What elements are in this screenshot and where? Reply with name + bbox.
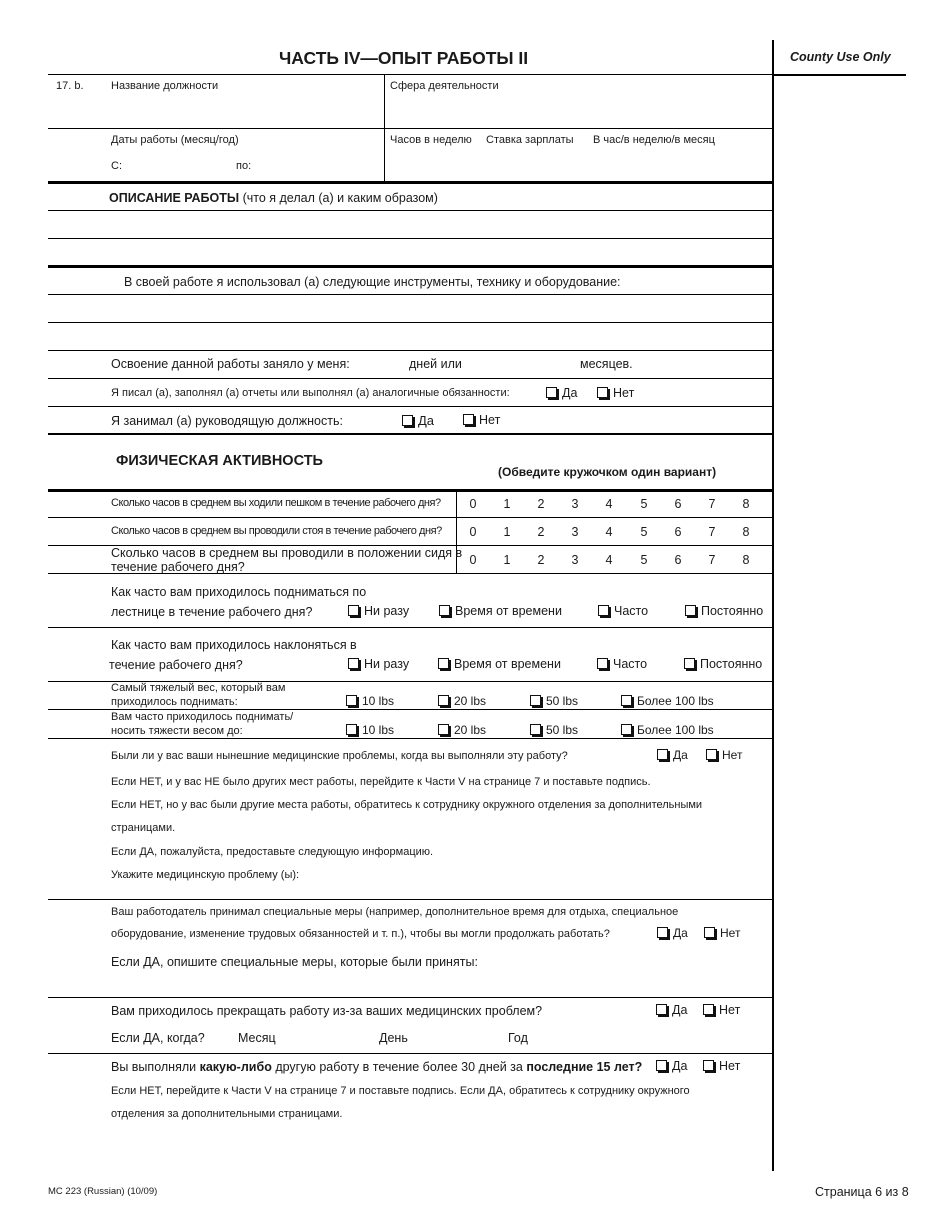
scale-option[interactable]: 4 — [605, 525, 613, 539]
other-note-line1: Если НЕТ, перейдите к Части V на странице 7 и поставьте подпись. Если ДА, обратитесь к сотруднику окружного — [111, 1085, 690, 1097]
from-date-field[interactable]: С: — [111, 160, 122, 172]
option-label: Постоянно — [700, 657, 763, 671]
rule — [48, 350, 772, 351]
medical-if-no-2-line2: страницами. — [111, 822, 176, 834]
job-title-field[interactable]: Название должности — [111, 80, 219, 92]
other-no-label: Нет — [719, 1059, 741, 1073]
scale-option[interactable]: 6 — [674, 497, 682, 511]
stairs-constantly-checkbox[interactable] — [685, 604, 763, 618]
supervisor-label: Я занимал (а) руководящую должность: — [111, 414, 343, 428]
scale-option[interactable]: 2 — [537, 525, 545, 539]
scale-option[interactable]: 5 — [640, 525, 648, 539]
heaviest-line2: приходилось поднимать: — [111, 695, 238, 708]
hours-per-week-field[interactable]: Часов в неделю — [390, 134, 472, 146]
scale-option[interactable]: 8 — [742, 553, 750, 567]
checkbox-icon — [346, 724, 357, 735]
other-yes-label: Да — [672, 1059, 688, 1073]
carry-weight-label — [111, 710, 293, 738]
reports-label: Я писал (а), заполнял (а) отчеты или выполнял (а) аналогичные обязанности: — [111, 387, 510, 399]
checkbox-icon — [597, 387, 608, 398]
carry-100-checkbox[interactable] — [621, 723, 714, 737]
stop-month-field[interactable]: Месяц — [238, 1031, 276, 1045]
stop-day-field[interactable]: День — [379, 1031, 408, 1045]
reports-no-label: Нет — [613, 386, 635, 400]
supervisor-no-label: Нет — [479, 413, 501, 427]
option-label: Часто — [613, 657, 648, 671]
checkbox-icon — [348, 605, 359, 616]
stop-yes-checkbox[interactable] — [656, 1003, 687, 1017]
other-no-checkbox[interactable] — [703, 1059, 740, 1073]
medical-yes-label: Да — [673, 748, 688, 762]
rule — [48, 899, 772, 900]
bend-never-checkbox[interactable] — [348, 657, 409, 671]
option-label: 10 lbs — [362, 694, 395, 708]
scale-option[interactable]: 5 — [640, 553, 648, 567]
stairs-often-checkbox[interactable] — [598, 604, 648, 618]
checkbox-icon — [438, 695, 449, 706]
checkbox-icon — [684, 658, 695, 669]
rule — [48, 378, 772, 379]
other-q-part1: Вы выполняли — [111, 1060, 200, 1074]
scale-option[interactable]: 7 — [708, 525, 716, 539]
scale-option[interactable]: 0 — [469, 553, 477, 567]
supervisor-no-checkbox[interactable] — [463, 413, 500, 427]
checkbox-icon — [346, 695, 357, 706]
sit-hours-line2: течение рабочего дня? — [111, 560, 245, 574]
checkbox-icon — [463, 414, 474, 425]
other-q-part2: другую работу в течение более 30 дней за — [271, 1060, 527, 1074]
rule — [48, 489, 772, 492]
option-label: 10 lbs — [362, 723, 395, 737]
supervisor-yes-checkbox[interactable] — [402, 413, 434, 428]
checkbox-icon — [704, 927, 715, 938]
reports-no-checkbox[interactable] — [597, 386, 634, 400]
heaviest-weight-label — [111, 682, 285, 709]
medical-no-label: Нет — [722, 748, 743, 762]
rule — [48, 997, 772, 998]
stairs-label-line2: лестнице в течение рабочего дня? — [111, 605, 313, 619]
tools-input[interactable] — [48, 296, 772, 348]
checkbox-icon — [438, 724, 449, 735]
rule — [48, 627, 772, 628]
scale-option[interactable]: 6 — [674, 525, 682, 539]
rule — [48, 294, 772, 295]
scale-option[interactable]: 1 — [503, 525, 511, 539]
stop-when-label: Если ДА, когда? — [111, 1031, 205, 1045]
scale-option[interactable]: 7 — [708, 553, 716, 567]
checkbox-icon — [656, 1060, 667, 1071]
carry-line2: носить тяжести весом до: — [111, 725, 243, 737]
dates-label: Даты работы (месяц/год) — [111, 134, 239, 146]
heaviest-10-checkbox[interactable] — [346, 694, 394, 708]
checkbox-icon — [530, 724, 541, 735]
checkbox-icon — [703, 1004, 714, 1015]
reports-yes-label: Да — [562, 386, 578, 400]
stairs-never-checkbox[interactable] — [348, 604, 409, 618]
option-label: Более 100 lbs — [637, 723, 714, 737]
heaviest-line1: Самый тяжелый вес, который вам — [111, 682, 286, 694]
medical-if-no-1: Если НЕТ, и у вас НЕ было других мест работы, перейдите к Части V на странице 7 и поставьте подпись. — [111, 776, 651, 788]
scale-option[interactable]: 3 — [571, 553, 579, 567]
scale-option[interactable]: 5 — [640, 497, 648, 511]
rule — [48, 74, 772, 75]
rule — [48, 181, 772, 184]
walk-hours-label: Сколько часов в среднем вы ходили пешком в течение рабочего дня? — [111, 497, 441, 509]
option-label: Постоянно — [701, 604, 764, 618]
other-q-bold1: какую-либо — [199, 1060, 272, 1074]
checkbox-icon — [656, 1004, 667, 1015]
stairs-sometimes-checkbox[interactable] — [439, 604, 562, 618]
scale-option[interactable]: 7 — [708, 497, 716, 511]
learning-label: Освоение данной работы заняло у меня: — [111, 357, 350, 371]
scale-option[interactable]: 8 — [742, 525, 750, 539]
option-label: Часто — [614, 604, 649, 618]
scale-option[interactable]: 3 — [571, 525, 579, 539]
county-use-label: County Use Only — [790, 50, 891, 64]
job-description-label — [109, 191, 438, 205]
scale-option[interactable]: 1 — [503, 497, 511, 511]
checkbox-icon — [703, 1060, 714, 1071]
page-number: Страница 6 из 8 — [815, 1185, 909, 1199]
checkbox-icon — [597, 658, 608, 669]
scale-option[interactable]: 4 — [605, 553, 613, 567]
rule — [48, 517, 772, 518]
item-number: 17. b. — [56, 80, 84, 92]
rule — [48, 738, 772, 739]
carry-10-checkbox[interactable] — [346, 723, 394, 737]
supervisor-yes-label: Да — [418, 413, 435, 428]
medical-question: Были ли у вас ваши нынешние медицинские проблемы, когда вы выполняли эту работу? — [111, 750, 568, 762]
bend-label-line1: Как часто вам приходилось наклоняться в — [111, 638, 357, 652]
checkbox-icon — [402, 415, 413, 426]
rule — [48, 406, 772, 407]
option-label: 50 lbs — [546, 723, 579, 737]
job-description-input[interactable] — [48, 212, 772, 264]
sit-hours-label — [111, 546, 462, 574]
carry-20-checkbox[interactable] — [438, 723, 486, 737]
other-yes-checkbox[interactable] — [656, 1059, 687, 1073]
other-q-bold2: последние 15 лет? — [526, 1060, 643, 1074]
pay-period-field[interactable]: В час/в неделю/в месяц — [593, 134, 715, 146]
reports-yes-checkbox[interactable] — [546, 386, 577, 400]
accommodation-yes-checkbox[interactable] — [657, 926, 688, 940]
checkbox-icon — [657, 927, 668, 938]
checkbox-icon — [657, 749, 668, 760]
scale-option[interactable]: 2 — [537, 497, 545, 511]
scale-option[interactable]: 0 — [469, 497, 477, 511]
medical-if-yes: Если ДА, пожалуйста, предоставьте следующую информацию. — [111, 846, 434, 858]
option-label: Время от времени — [454, 657, 561, 671]
industry-field[interactable]: Сфера деятельности — [390, 80, 499, 92]
medical-no-checkbox[interactable] — [706, 748, 742, 762]
stop-year-field[interactable]: Год — [508, 1031, 528, 1045]
accommodation-line2: оборудование, изменение трудовых обязанностей и т. п.), чтобы вы могли продолжать работать? — [111, 928, 610, 940]
scale-option[interactable]: 8 — [742, 497, 750, 511]
stop-yes-label: Да — [672, 1003, 688, 1017]
heaviest-20-checkbox[interactable] — [438, 694, 486, 708]
other-work-question — [111, 1060, 642, 1074]
bend-constantly-checkbox[interactable] — [684, 657, 762, 671]
form-id: MC 223 (Russian) (10/09) — [48, 1186, 158, 1197]
tools-label: В своей работе я использовал (а) следующие инструменты, технику и оборудование: — [124, 275, 621, 289]
accommodation-yes-label: Да — [673, 926, 688, 940]
bend-label-line2: течение рабочего дня? — [109, 658, 243, 672]
checkbox-icon — [685, 605, 696, 616]
medical-if-no-2-line1: Если НЕТ, но у вас были другие места работы, обратитесь к сотруднику окружного отделения за дополнительными — [111, 799, 703, 811]
accommodation-no-checkbox[interactable] — [704, 926, 740, 940]
scale-option[interactable]: 2 — [537, 553, 545, 567]
option-label: Время от времени — [455, 604, 562, 618]
pay-rate-field[interactable]: Ставка зарплаты — [486, 134, 574, 146]
rule — [48, 210, 772, 211]
rule — [48, 128, 772, 129]
option-label: 50 lbs — [546, 694, 579, 708]
stop-no-checkbox[interactable] — [703, 1003, 740, 1017]
checkbox-icon — [348, 658, 359, 669]
option-label: Ни разу — [364, 657, 410, 671]
heaviest-50-checkbox[interactable] — [530, 694, 578, 708]
rule — [48, 265, 772, 268]
stairs-label-line1: Как часто вам приходилось подниматься по — [111, 585, 367, 599]
checkbox-icon — [621, 724, 632, 735]
option-label: Ни разу — [364, 604, 410, 618]
option-label: Более 100 lbs — [637, 694, 714, 708]
medical-yes-checkbox[interactable] — [657, 748, 688, 762]
option-label: 20 lbs — [454, 723, 487, 737]
other-note-line2: отделения за дополнительными страницами. — [111, 1108, 343, 1120]
checkbox-icon — [439, 605, 450, 616]
county-divider — [772, 40, 774, 1171]
bend-sometimes-checkbox[interactable] — [438, 657, 561, 671]
to-date-field[interactable]: по: — [236, 160, 252, 172]
bend-often-checkbox[interactable] — [597, 657, 647, 671]
accommodation-no-label: Нет — [720, 926, 741, 940]
job-description-rest: (что я делал (а) и каким образом) — [239, 191, 438, 205]
checkbox-icon — [598, 605, 609, 616]
checkbox-icon — [438, 658, 449, 669]
stand-hours-label: Сколько часов в среднем вы проводили стоя в течение рабочего дня? — [111, 525, 442, 537]
sit-hours-line1: Сколько часов в среднем вы проводили в положении сидя в — [111, 546, 463, 560]
scale-option[interactable]: 0 — [469, 525, 477, 539]
carry-50-checkbox[interactable] — [530, 723, 578, 737]
carry-line1: Вам часто приходилось поднимать/ — [111, 711, 294, 723]
physical-activity-heading: ФИЗИЧЕСКАЯ АКТИВНОСТЬ — [116, 453, 323, 469]
learning-months-field[interactable]: месяцев. — [580, 357, 633, 371]
page-title: ЧАСТЬ IV—ОПЫТ РАБОТЫ II — [279, 48, 529, 68]
checkbox-icon — [621, 695, 632, 706]
rule — [48, 1053, 772, 1054]
option-label: 20 lbs — [454, 694, 487, 708]
circle-one-note: (Обведите кружочком один вариант) — [498, 465, 717, 479]
scale-option[interactable]: 4 — [605, 497, 613, 511]
heaviest-100-checkbox[interactable] — [621, 694, 714, 708]
medical-problem-field[interactable]: Укажите медицинскую проблему (ы): — [111, 869, 300, 881]
accommodation-line1: Ваш работодатель принимал специальные меры (например, дополнительное время для отдыха, специальное — [111, 906, 679, 918]
county-underline — [774, 74, 906, 76]
checkbox-icon — [546, 387, 557, 398]
learning-days-field[interactable]: дней или — [409, 357, 462, 371]
checkbox-icon — [530, 695, 541, 706]
scale-option[interactable]: 6 — [674, 553, 682, 567]
accommodation-describe-field[interactable]: Если ДА, опишите специальные меры, которые были приняты: — [111, 955, 478, 969]
rule — [48, 433, 772, 435]
stop-no-label: Нет — [719, 1003, 741, 1017]
scale-option[interactable]: 1 — [503, 553, 511, 567]
stop-work-question: Вам приходилось прекращать работу из-за ваших медицинских проблем? — [111, 1004, 543, 1018]
scale-option[interactable]: 3 — [571, 497, 579, 511]
checkbox-icon — [706, 749, 717, 760]
job-description-bold: ОПИСАНИЕ РАБОТЫ — [109, 191, 240, 205]
